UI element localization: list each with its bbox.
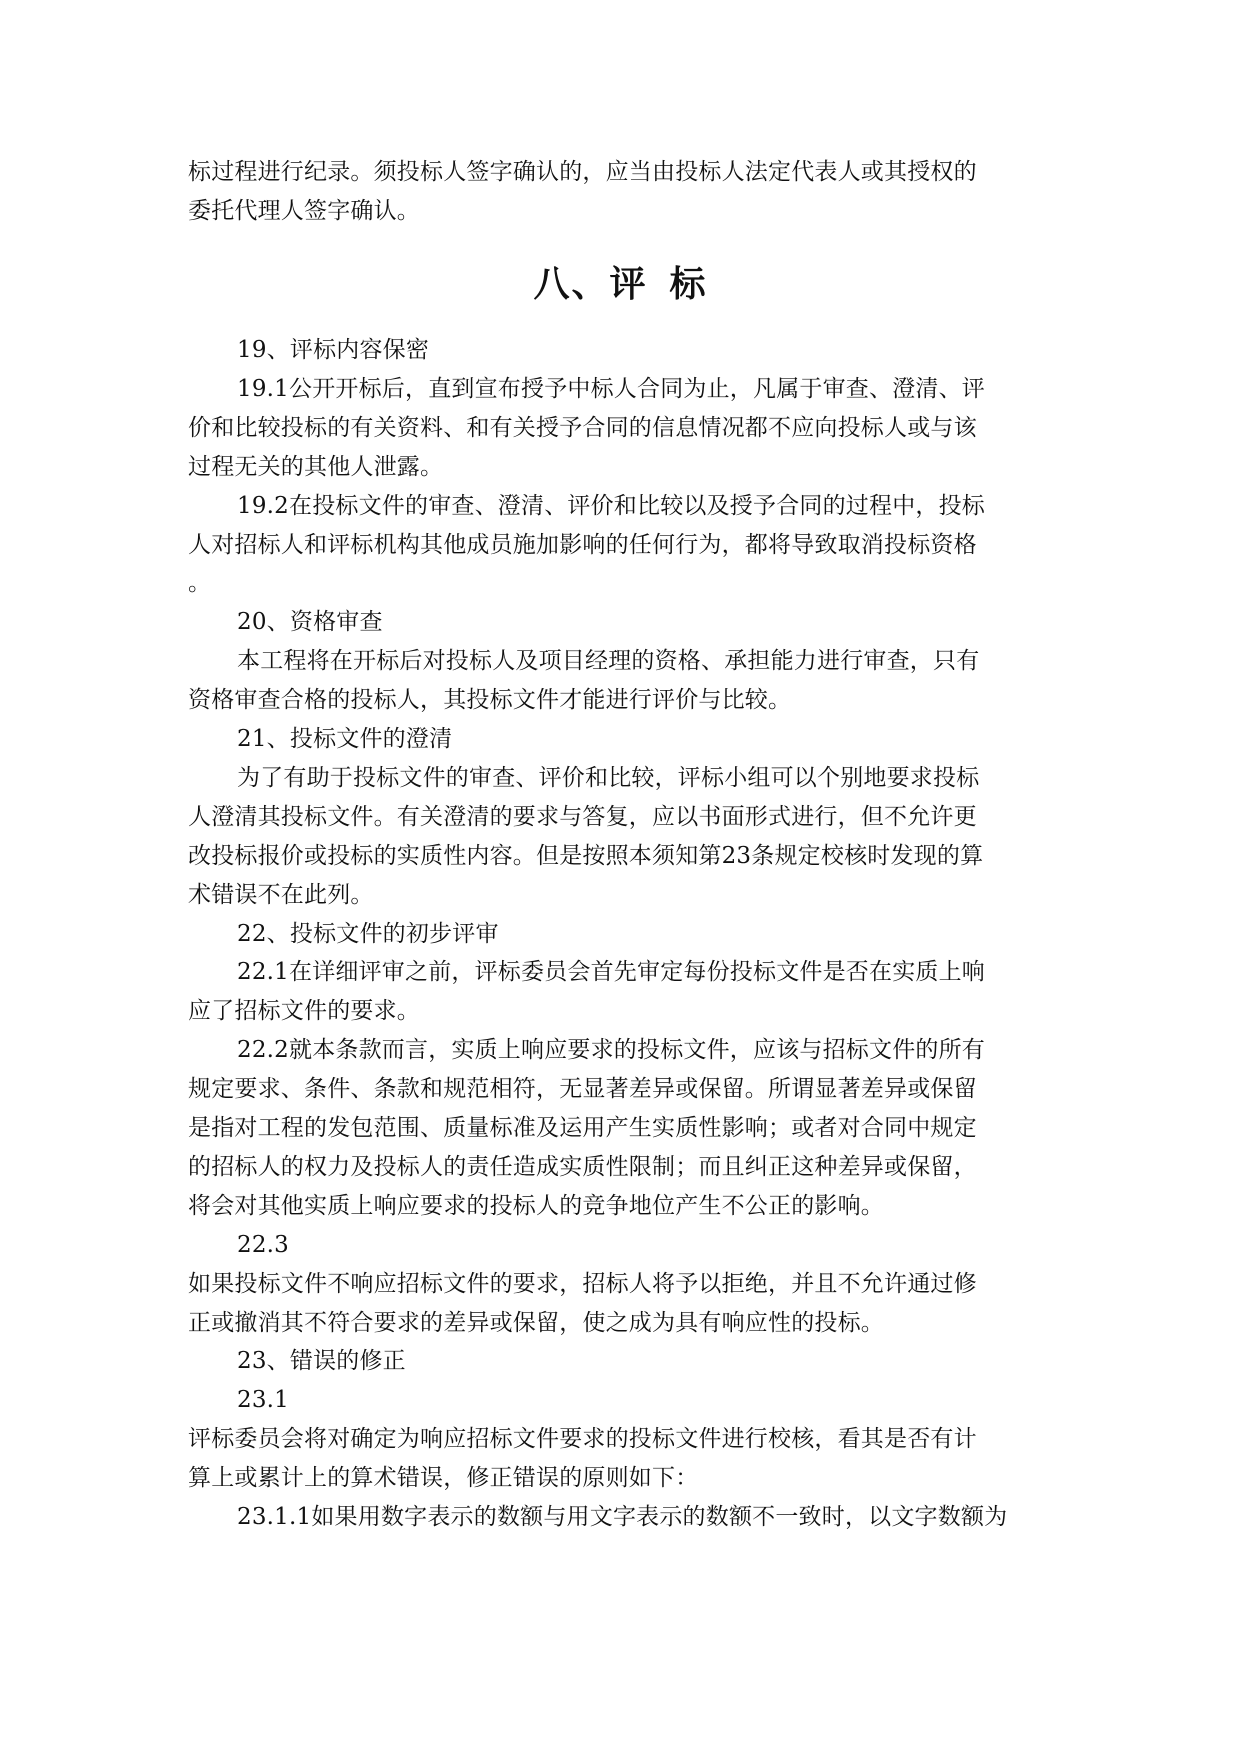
paragraph-line: 算上或累计上的算术错误，修正错误的原则如下： [188,1465,699,1492]
paragraph-line: 将会对其他实质上响应要求的投标人的竞争地位产生不公正的影响。 [188,1192,884,1219]
paragraph-line: 22.3 [237,1231,290,1258]
paragraph-line: 术错误不在此列。 [188,881,374,908]
paragraph-line: 23.1.1如果用数字表示的数额与用文字表示的数额不一致时，以文字数额为 [237,1504,1008,1530]
paragraph-line: 23、错误的修正 [237,1348,406,1375]
paragraph-line: 是指对工程的发包范围、质量标准及运用产生实质性影响；或者对合同中规定 [188,1115,977,1141]
paragraph-line: 19、评标内容保密 [237,337,430,363]
paragraph-line: 22.1在详细评审之前，评标委员会首先审定每份投标文件是否在实质上响 [237,959,986,986]
paragraph-line: 规定要求、条件、条款和规范相符，无显著差异或保留。所谓显著差异或保留 [188,1076,977,1103]
paragraph-line: 19.2在投标文件的审查、澄清、评价和比较以及授予合同的过程中，投标 [237,492,986,519]
paragraph-line: 20、资格审查 [237,609,383,636]
paragraph-line: 如果投标文件不响应招标文件的要求，招标人将予以拒绝，并且不允许通过修 [188,1270,977,1297]
paragraph-line: 。 [188,570,212,597]
paragraph-line: 本工程将在开标后对投标人及项目经理的资格、承担能力进行审查，只有 [237,648,980,675]
paragraph-line: 人澄清其投标文件。有关澄清的要求与答复，应以书面形式进行，但不允许更 [188,803,977,830]
intro-line: 委托代理人签字确认。 [188,198,420,224]
paragraph-line: 评标委员会将对确定为响应招标文件要求的投标文件进行校核，看其是否有计 [188,1426,977,1453]
paragraph-line: 改投标报价或投标的实质性内容。但是按照本须知第23条规定校核时发现的算 [188,842,984,869]
paragraph-line: 正或撤消其不符合要求的差异或保留，使之成为具有响应性的投标。 [188,1309,884,1336]
paragraph-line: 22.2就本条款而言，实质上响应要求的投标文件，应该与招标文件的所有 [237,1037,986,1064]
section-title-part: 八、评 [533,264,648,305]
paragraph-line: 为了有助于投标文件的审查、评价和比较，评标小组可以个别地要求投标 [237,764,980,791]
paragraph-line: 23.1 [237,1387,290,1414]
paragraph-line: 资格审查合格的投标人，其投标文件才能进行评价与比较。 [188,687,792,714]
paragraph-line: 过程无关的其他人泄露。 [188,453,444,480]
paragraph-line: 21、投标文件的澄清 [237,726,453,752]
paragraph-line: 的招标人的权力及投标人的责任造成实质性限制；而且纠正这种差异或保留， [188,1153,977,1180]
intro-line: 标过程进行纪录。须投标人签字确认的，应当由投标人法定代表人或其授权的 [188,159,977,185]
section-title-part: 标 [669,264,708,305]
paragraph-line: 价和比较投标的有关资料、和有关授予合同的信息情况都不应向投标人或与该 [188,414,977,441]
section-title [0,256,1241,307]
paragraph-line: 应了招标文件的要求。 [188,998,420,1025]
paragraph-line: 22、投标文件的初步评审 [237,920,499,947]
paragraph-line: 人对招标人和评标机构其他成员施加影响的任何行为，都将导致取消投标资格 [188,531,977,558]
paragraph-line: 19.1公开开标后，直到宣布授予中标人合同为止，凡属于审查、澄清、评 [237,375,986,402]
